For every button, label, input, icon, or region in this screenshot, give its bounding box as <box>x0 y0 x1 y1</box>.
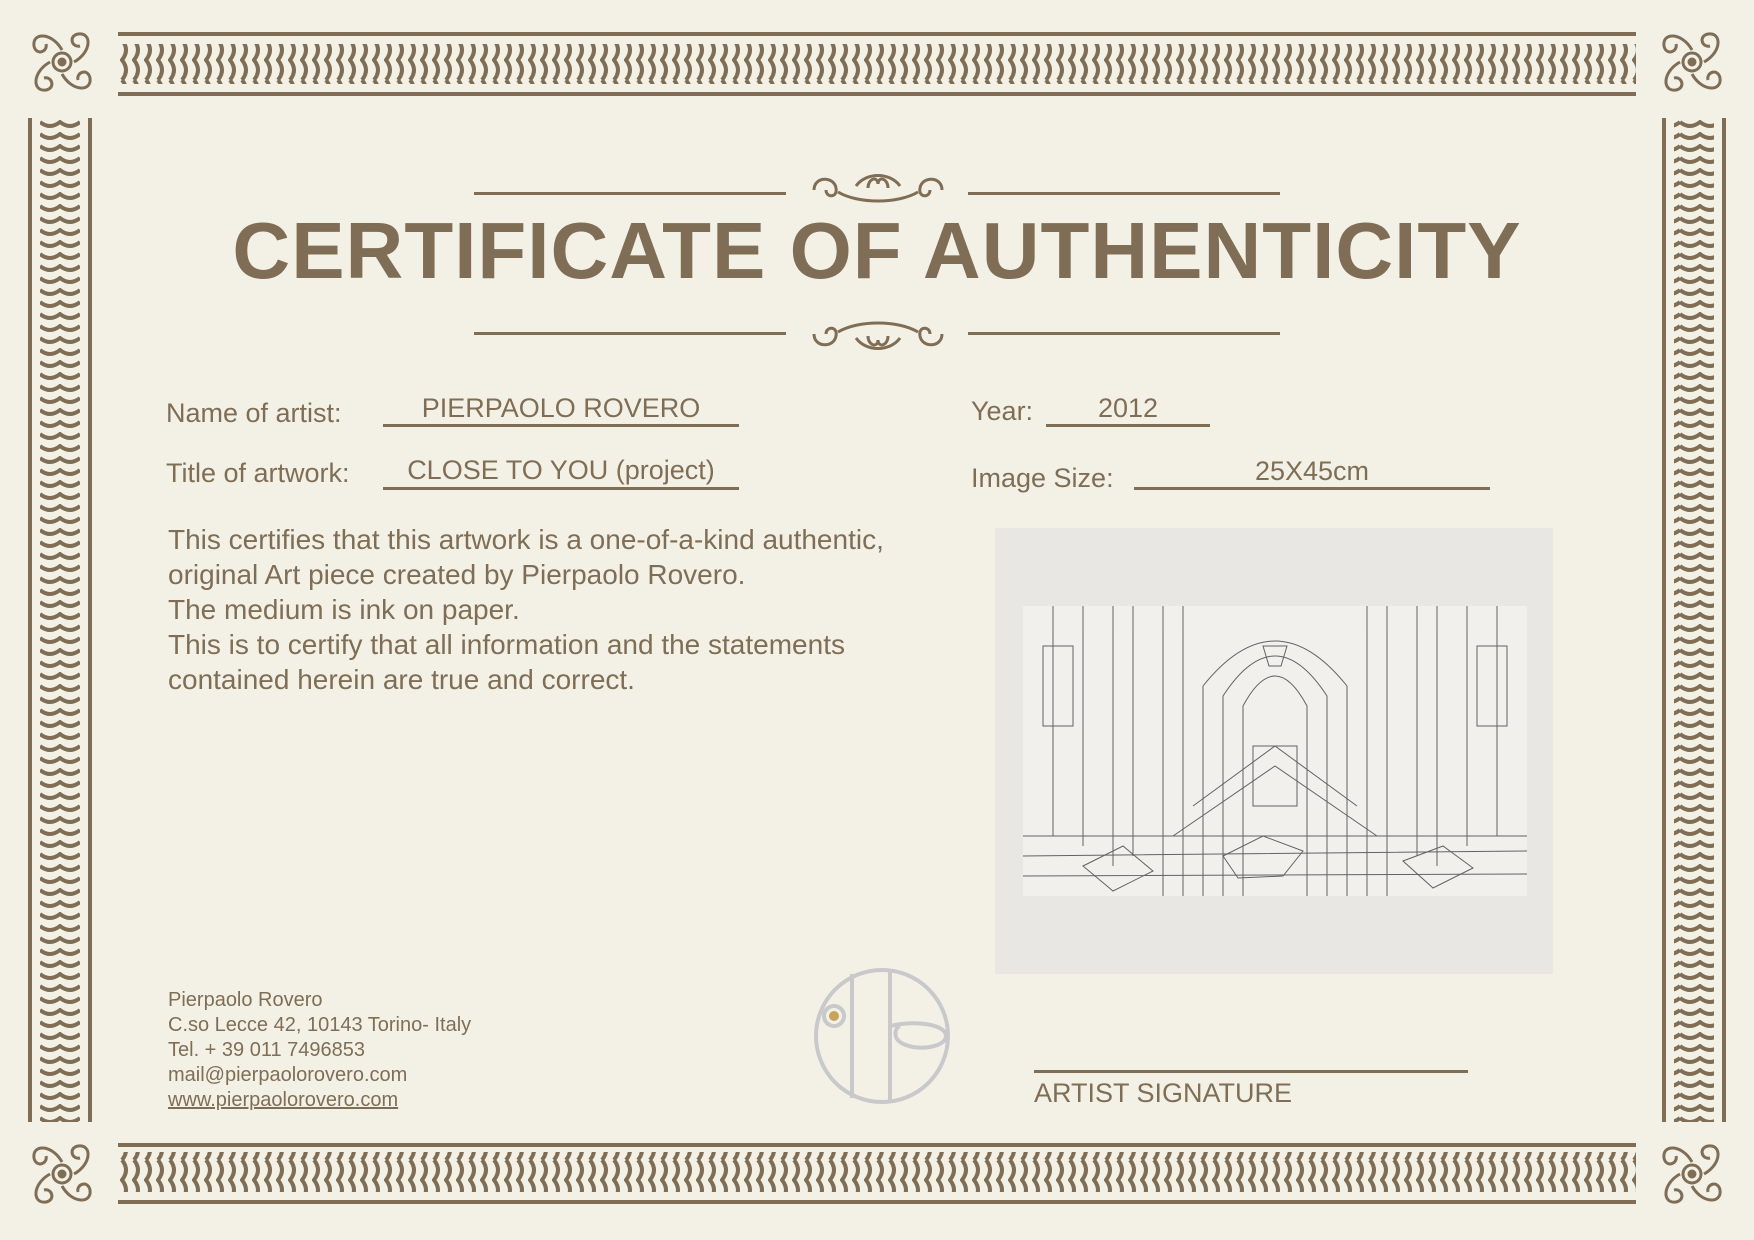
flourish-top <box>808 168 948 210</box>
corner-ornament-bottom-left <box>12 1124 112 1224</box>
artwork-image <box>995 528 1553 974</box>
contact-info <box>168 988 471 1113</box>
artist-value: PIERPAOLO ROVERO <box>421 393 701 423</box>
title-rule-bottom-left <box>474 332 786 335</box>
statement-line: The medium is ink on paper. <box>168 594 520 625</box>
image-size-underline <box>1134 487 1490 490</box>
year-value: 2012 <box>1097 393 1159 423</box>
flourish-bottom <box>808 314 948 356</box>
image-size-label: Image Size: <box>971 463 1114 493</box>
certification-statement <box>168 522 968 697</box>
contact-address: C.so Lecce 42, 10143 Torino- Italy <box>168 1014 472 1036</box>
image-size-value: 25X45cm <box>1254 456 1370 486</box>
artist-logo <box>804 964 960 1108</box>
artwork-title-underline <box>383 487 739 490</box>
artist-underline <box>383 424 739 427</box>
corner-ornament-top-right <box>1642 12 1742 112</box>
artwork-title-value: CLOSE TO YOU (project) <box>407 455 715 485</box>
certificate-title: CERTIFICATE OF AUTHENTICITY <box>232 206 1522 295</box>
cathedral-drawing <box>1023 606 1527 896</box>
artwork-title-label: Title of artwork: <box>166 458 350 488</box>
contact-website[interactable]: www.pierpaolorovero.com <box>168 1089 399 1111</box>
corner-ornament-bottom-right <box>1642 1124 1742 1224</box>
statement-line: This certifies that this artwork is a one-of-a-kind authentic, <box>168 524 884 555</box>
contact-name: Pierpaolo Rovero <box>168 989 323 1011</box>
signature-line <box>1034 1070 1468 1073</box>
title-rule-top-right <box>968 192 1280 195</box>
contact-phone: Tel. + 39 011 7496853 <box>168 1039 366 1061</box>
contact-email[interactable]: mail@pierpaolorovero.com <box>168 1064 408 1086</box>
statement-line: This is to certify that all information and the statements <box>168 629 845 660</box>
signature-label: ARTIST SIGNATURE <box>1034 1078 1293 1108</box>
statement-line: original Art piece created by Pierpaolo Rovero. <box>168 559 746 590</box>
corner-ornament-top-left <box>12 12 112 112</box>
artist-label: Name of artist: <box>166 398 342 428</box>
year-label: Year: <box>971 396 1034 426</box>
statement-line: contained herein are true and correct. <box>168 664 635 695</box>
title-rule-bottom-right <box>968 332 1280 335</box>
title-rule-top-left <box>474 192 786 195</box>
year-underline <box>1046 424 1210 427</box>
